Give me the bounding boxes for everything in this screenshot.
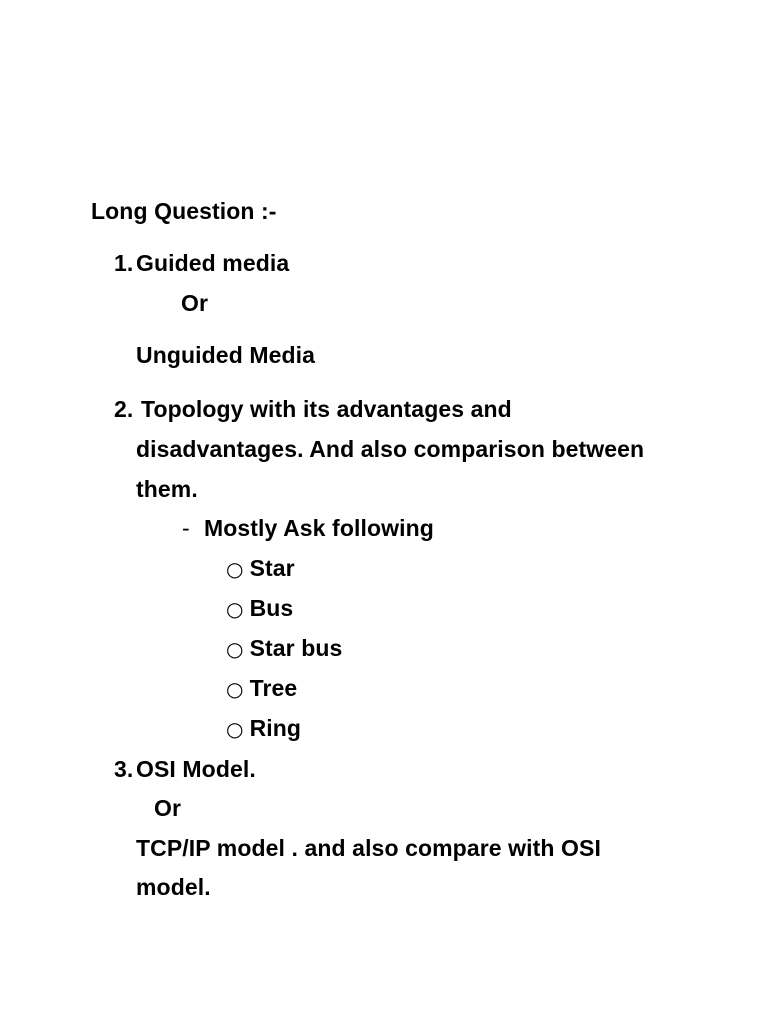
q3-line3: model. bbox=[136, 874, 211, 900]
q3-number: 3. bbox=[114, 756, 134, 782]
q2-number: 2. bbox=[114, 396, 134, 422]
sub-list-heading: Mostly Ask following bbox=[204, 515, 434, 541]
circle-bullet-icon: ○ bbox=[226, 557, 244, 581]
topology-item-star-bus bbox=[226, 634, 342, 663]
q3-line1: OSI Model. bbox=[136, 756, 256, 782]
circle-bullet-icon: ○ bbox=[226, 717, 244, 741]
topology-item-star bbox=[226, 554, 295, 583]
q1-or: Or bbox=[181, 290, 209, 316]
topology-item-label: Bus bbox=[249, 595, 294, 621]
q2-line1: Topology with its advantages and bbox=[141, 396, 512, 422]
sub-list-dash: - bbox=[182, 515, 190, 541]
q2-line2: disadvantages. And also comparison between bbox=[136, 436, 645, 462]
long-question-heading: Long Question :- bbox=[91, 198, 277, 224]
q1-number: 1. bbox=[114, 250, 134, 276]
circle-bullet-icon: ○ bbox=[226, 597, 244, 621]
topology-item-bus bbox=[226, 594, 293, 623]
topology-item-tree bbox=[226, 674, 297, 703]
circle-bullet-icon: ○ bbox=[226, 677, 244, 701]
topology-item-ring bbox=[226, 714, 301, 743]
topology-item-label: Star bus bbox=[249, 635, 343, 661]
q1-line1: Guided media bbox=[136, 250, 290, 276]
topology-item-label: Ring bbox=[249, 715, 302, 741]
q2-line3: them. bbox=[136, 476, 198, 502]
q3-line2: TCP/IP model . and also compare with OSI bbox=[136, 835, 601, 861]
q1-line2: Unguided Media bbox=[136, 342, 316, 368]
topology-item-label: Star bbox=[249, 555, 295, 581]
topology-item-label: Tree bbox=[249, 675, 298, 701]
q3-or: Or bbox=[154, 795, 182, 821]
circle-bullet-icon: ○ bbox=[226, 637, 244, 661]
